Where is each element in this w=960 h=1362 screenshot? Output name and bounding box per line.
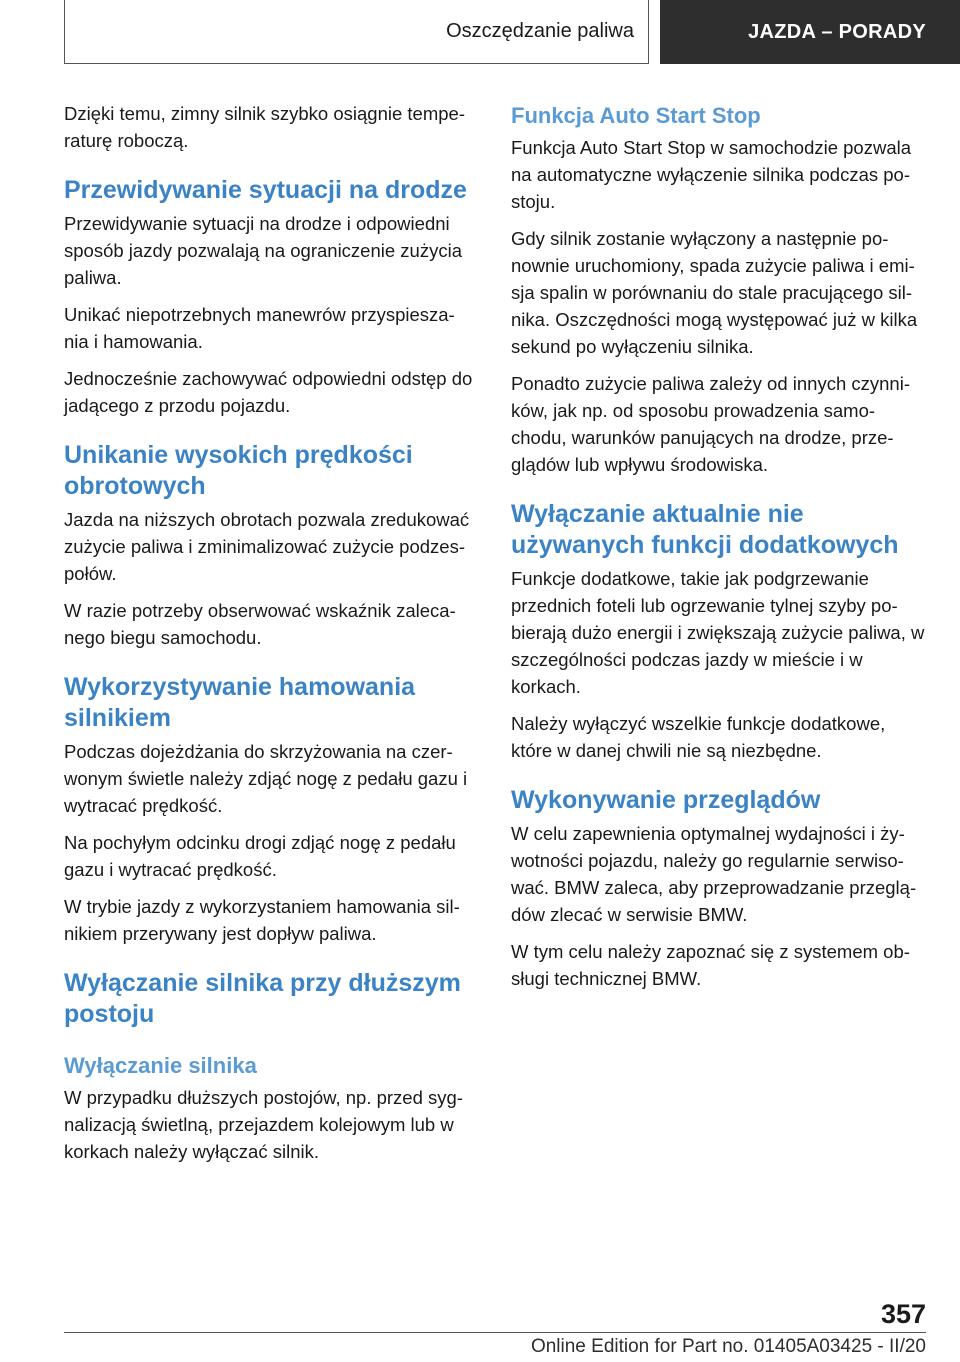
heading-engine-off-long-stop: Wyłączanie silnika przy dłuższym postoju [64, 969, 461, 1028]
paragraph: Jednocześnie zachowywać odpowiedni odstęp do jadącego z przodu pojazdu. [64, 368, 473, 416]
paragraph: Przewidywanie sytuacji na drodze i odpowiedni sposób jazdy pozwalają na ograniczenie zużycia paliwa. [64, 213, 462, 288]
paragraph: Ponadto zużycie paliwa zależy od innych czynni- ków, jak np. od sposobu prowadzenia samo- chodu, warunków panujących na drodze, prze- glądów lub wpływu środowiska. [511, 373, 910, 475]
heading-predicting-traffic: Przewidywanie sytuacji na drodze [64, 176, 467, 204]
page-header [0, 0, 960, 64]
paragraph: Na pochyłym odcinku drogi zdjąć nogę z pedału gazu i wytracać prędkość. [64, 832, 456, 880]
footer-edition: Online Edition for Part no. 01405A03425 - II/20 [530, 1336, 926, 1357]
heading-avoid-high-rpm: Unikanie wysokich prędkości obrotowych [64, 441, 413, 500]
paragraph: W razie potrzeby obserwować wskaźnik zaleca- nego biegu samochodu. [64, 600, 456, 648]
left-column [64, 100, 484, 1175]
paragraph: W trybie jazdy z wykorzystaniem hamowania sil- nikiem przerywany jest dopływ paliwa. [64, 896, 460, 944]
heading-engine-braking: Wykorzystywanie hamowania silnikiem [64, 673, 416, 732]
paragraph: Funkcje dodatkowe, takie jak podgrzewanie przednich foteli lub ogrzewanie tylnej szyby po- bierają dużo energii i zwiększają zużycie paliwa, w szczególności podczas jazdy w mieście i w korkach. [511, 568, 925, 697]
paragraph: W tym celu należy zapoznać się z systemem ob- sługi technicznej BMW. [511, 941, 910, 989]
header-chapter-title: JAZDA – PORADY [660, 0, 960, 64]
paragraph: Jazda na niższych obrotach pozwala zredukować zużycie paliwa i zminimalizować zużycie podzes- połów. [64, 509, 470, 584]
header-section-title: Oszczędzanie paliwa [64, 0, 649, 63]
paragraph: W przypadku dłuższych postojów, np. przed syg- nalizacją świetlną, przejazdem kolejowym lub w korkach należy wyłączać silnik. [64, 1087, 463, 1162]
heading-disable-extra-functions: Wyłączanie aktualnie nie używanych funkcji dodatkowych [511, 500, 899, 559]
paragraph: Podczas dojeżdżania do skrzyżowania na czer- wonym świetle należy zdjąć nogę z pedału gazu i wytracać prędkość. [64, 741, 468, 816]
paragraph: Funkcja Auto Start Stop w samochodzie pozwala na automatyczne wyłączenie silnika podczas po- stoju. [511, 137, 912, 212]
paragraph: Gdy silnik zostanie wyłączony a następnie po- nownie uruchomiony, spada zużycie paliwa i emi- sja spalin w porównaniu do stale pracującego sil- nika. Oszczędności mogą występować już w kilka sekund po wyłączeniu silnika. [511, 228, 918, 357]
subheading-engine-off: Wyłączanie silnika [64, 1053, 257, 1078]
heading-auto-start-stop: Funkcja Auto Start Stop [511, 103, 761, 128]
paragraph: Należy wyłączyć wszelkie funkcje dodatkowe, które w danej chwili nie są niezbędne. [511, 713, 886, 761]
paragraph: Unikać niepotrzebnych manewrów przyspiesza- nia i hamowania. [64, 304, 455, 352]
footer-rule [64, 1332, 926, 1333]
heading-servicing: Wykonywanie przeglądów [511, 786, 821, 814]
paragraph: W celu zapewnienia optymalnej wydajności i ży- wotności pojazdu, należy go regularnie serwiso- wać. BMW zaleca, aby przeprowadzanie przeglą- dów zlecać w serwisie BMW. [511, 823, 917, 925]
intro-paragraph: Dzięki temu, zimny silnik szybko osiągnie tempe- raturę roboczą. [64, 103, 465, 151]
page-number: 357 [880, 1299, 926, 1329]
header-bottom-rule [64, 63, 649, 64]
right-column [511, 100, 931, 1002]
